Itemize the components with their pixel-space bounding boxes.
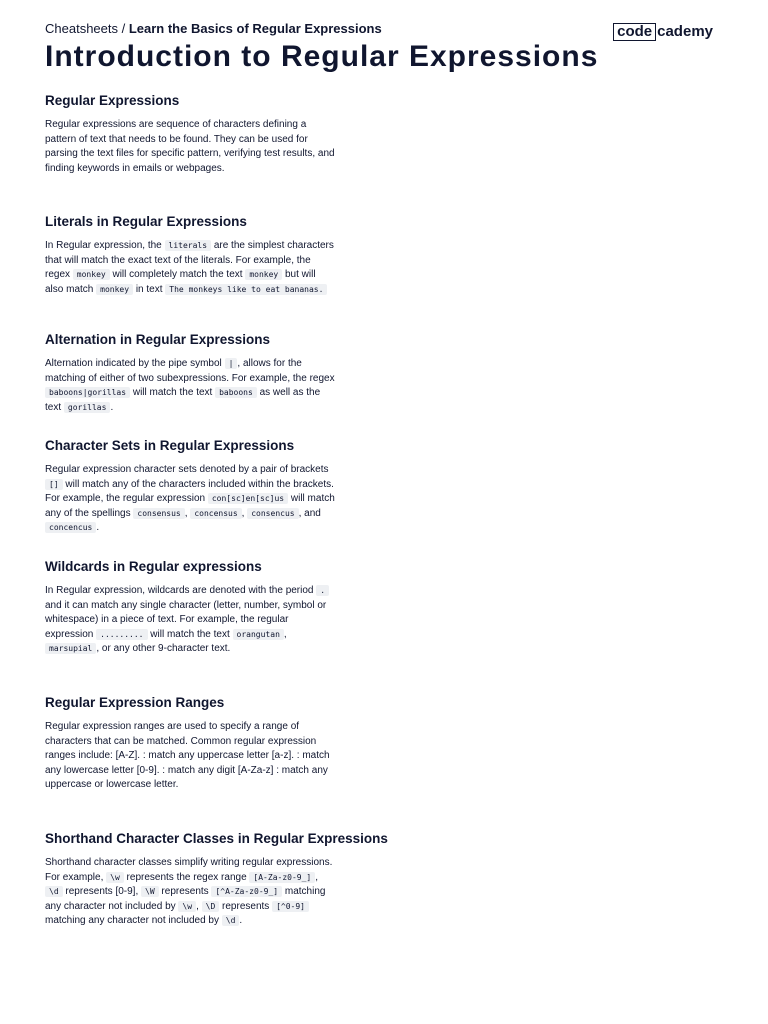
section-heading: Character Sets in Regular Expressions [45, 438, 295, 453]
body-text: , [241, 507, 248, 519]
inline-code: consencus [247, 508, 298, 519]
inline-code: \d [222, 915, 240, 926]
section-body [45, 118, 335, 176]
body-text: , or any other 9-character text. [96, 643, 231, 655]
inline-code: monkey [96, 284, 133, 295]
section-regular-expressions [45, 93, 335, 176]
body-text: will match any of the characters included within the brackets. For example, the regular expression [45, 478, 334, 505]
codecademy-logo[interactable] [613, 23, 713, 41]
section-body [45, 463, 335, 536]
body-text: will match the text [147, 628, 233, 640]
inline-code: \W [141, 886, 159, 897]
body-text: will match any of the spellings [45, 493, 335, 519]
body-text: represents the regex range [123, 871, 250, 883]
inline-code: [] [45, 479, 63, 490]
body-text: , [315, 871, 318, 883]
inline-code: concensus [190, 508, 241, 519]
body-text: and it can match any single character (letter, number, symbol or whitespace) in a piece of text. For example, the regular expression [45, 599, 327, 640]
inline-code: ......... [96, 629, 147, 640]
inline-code: \w [106, 872, 124, 883]
body-text: . [239, 915, 243, 927]
section-body [45, 720, 335, 793]
inline-code: concencus [45, 522, 96, 533]
section-shorthand-classes [45, 831, 388, 929]
inline-code: | [225, 358, 238, 369]
body-text: , [283, 628, 287, 640]
inline-code: . [316, 585, 329, 596]
inline-code: [^A-Za-z0-9_] [211, 886, 282, 897]
body-text: will completely match the text [109, 269, 246, 281]
body-text: in text [133, 283, 166, 295]
body-text: In Regular expression, wildcards are denoted with the period [45, 585, 317, 596]
breadcrumb-separator: / [118, 21, 129, 36]
section-literals [45, 214, 335, 297]
body-text: matching any character not included by [45, 915, 222, 927]
inline-code: gorillas [64, 402, 111, 413]
inline-code: \w [178, 901, 196, 912]
section-heading: Regular Expressions [45, 93, 180, 108]
section-heading: Wildcards in Regular expressions [45, 559, 262, 574]
section-character-sets [45, 438, 335, 536]
body-text: . [96, 522, 100, 534]
section-body [45, 239, 335, 297]
section-body [45, 357, 335, 415]
body-text: . [110, 401, 114, 413]
inline-code: \D [202, 901, 220, 912]
breadcrumb-current[interactable]: Learn the Basics of Regular Expressions [128, 21, 382, 36]
inline-code: baboons|gorillas [45, 387, 130, 398]
body-text: Regular expression character sets denoted by a pair of brackets [45, 464, 329, 475]
body-text: as well as the text [45, 387, 321, 413]
body-text: , [184, 507, 191, 519]
inline-code: [A-Za-z0-9_] [249, 872, 315, 883]
body-text: , allows for the matching of either of two subexpressions. For example, the regex [45, 358, 335, 384]
body-text: , and [298, 507, 321, 519]
inline-code: [^0-9] [272, 901, 309, 912]
logo-box-text: code [613, 23, 656, 41]
inline-code: con[sc]en[sc]us [208, 493, 288, 504]
inline-code: marsupial [45, 643, 96, 654]
inline-code: monkey [73, 269, 110, 280]
inline-code: \d [45, 886, 63, 897]
body-text: In Regular expression, the [45, 240, 165, 251]
body-text: represents [0-9], [62, 886, 142, 898]
inline-code: The monkeys like to eat bananas. [165, 284, 327, 295]
body-text: Shorthand character classes simplify writing regular expressions. For example, [45, 857, 333, 883]
page-title: Introduction to Regular Expressions [45, 40, 599, 73]
inline-code: consensus [133, 508, 184, 519]
body-text: matching any character not included by [45, 886, 326, 912]
body-text: represents [219, 900, 273, 912]
section-ranges [45, 695, 335, 793]
inline-code: orangutan [233, 629, 284, 640]
section-heading: Literals in Regular Expressions [45, 214, 247, 229]
breadcrumb-cheatsheets-link[interactable]: Cheatsheets [45, 21, 118, 36]
body-text: Alternation indicated by the pipe symbol [45, 358, 225, 369]
section-heading: Regular Expression Ranges [45, 695, 225, 710]
section-heading: Alternation in Regular Expressions [45, 332, 271, 347]
inline-code: literals [165, 240, 212, 251]
body-text: but will also match [45, 269, 316, 295]
section-body [45, 856, 335, 929]
header [45, 20, 725, 38]
section-alternation [45, 332, 335, 415]
inline-code: monkey [245, 269, 282, 280]
body-text: Regular expressions are sequence of characters defining a pattern of text that needs to be found. They can be used for parsing the text files for specific pattern, verifying test results, and finding keywords in emails or webpages. [45, 119, 335, 174]
logo-rest-text: cademy [657, 23, 713, 40]
body-text: , [196, 900, 202, 912]
section-wildcards [45, 559, 335, 657]
inline-code: baboons [215, 387, 257, 398]
section-heading: Shorthand Character Classes in Regular Expressions [45, 831, 388, 846]
body-text: represents [158, 886, 212, 898]
section-body [45, 584, 335, 657]
body-text: will match the text [130, 387, 216, 399]
body-text: Regular expression ranges are used to specify a range of characters that can be matched. Common regular expression ranges include: [A-Z]. : match any uppercase letter [a-z]. : match any lowercase letter [0-9]. : match any digit [A-Za-z] : match any uppercase or lowercase letter. [45, 721, 330, 791]
body-text: are the simplest characters that will match the exact text of the literals. For example, the regex [45, 240, 334, 281]
